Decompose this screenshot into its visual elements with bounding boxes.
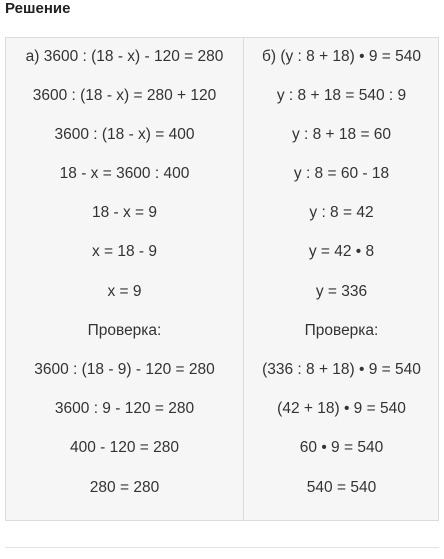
part-a-line: 3600 : (18 - x) = 280 + 120 bbox=[32, 87, 217, 104]
part-b-check-label: Проверка: bbox=[304, 322, 379, 339]
divider bbox=[5, 547, 439, 548]
part-b-line: б) (y : 8 + 18) • 9 = 540 bbox=[261, 48, 422, 65]
part-b-line: y : 8 = 42 bbox=[309, 204, 374, 221]
part-b-line: y = 336 bbox=[315, 283, 368, 300]
part-a-line: 18 - x = 3600 : 400 bbox=[59, 165, 190, 182]
part-a-line: а) 3600 : (18 - x) - 120 = 280 bbox=[25, 48, 224, 65]
part-b-line: y : 8 = 60 - 18 bbox=[293, 165, 390, 182]
part-b-line: y : 8 + 18 = 540 : 9 bbox=[276, 87, 407, 104]
part-b-line: y : 8 + 18 = 60 bbox=[291, 126, 392, 143]
part-b-column bbox=[243, 38, 439, 520]
part-a-line: 3600 : (18 - 9) - 120 = 280 bbox=[34, 361, 215, 378]
solution-table bbox=[5, 37, 439, 521]
part-a-line: 400 - 120 = 280 bbox=[69, 439, 180, 456]
part-a-line: x = 9 bbox=[107, 283, 142, 300]
part-a-column bbox=[6, 38, 243, 520]
solution-heading: Решение bbox=[5, 0, 71, 17]
part-a-line: 3600 : 9 - 120 = 280 bbox=[54, 400, 195, 417]
part-a-line: 3600 : (18 - x) = 400 bbox=[54, 126, 195, 143]
part-b-line: (42 + 18) • 9 = 540 bbox=[277, 400, 406, 417]
part-a-line: x = 18 - 9 bbox=[91, 243, 158, 260]
part-b-line: y = 42 • 8 bbox=[308, 243, 375, 260]
part-b-line: (336 : 8 + 18) • 9 = 540 bbox=[262, 361, 421, 378]
part-a-check-label: Проверка: bbox=[87, 322, 162, 339]
part-b-line: 540 = 540 bbox=[306, 479, 377, 496]
part-b-line: 60 • 9 = 540 bbox=[299, 439, 384, 456]
part-a-line: 280 = 280 bbox=[89, 479, 160, 496]
part-a-line: 18 - x = 9 bbox=[91, 204, 158, 221]
